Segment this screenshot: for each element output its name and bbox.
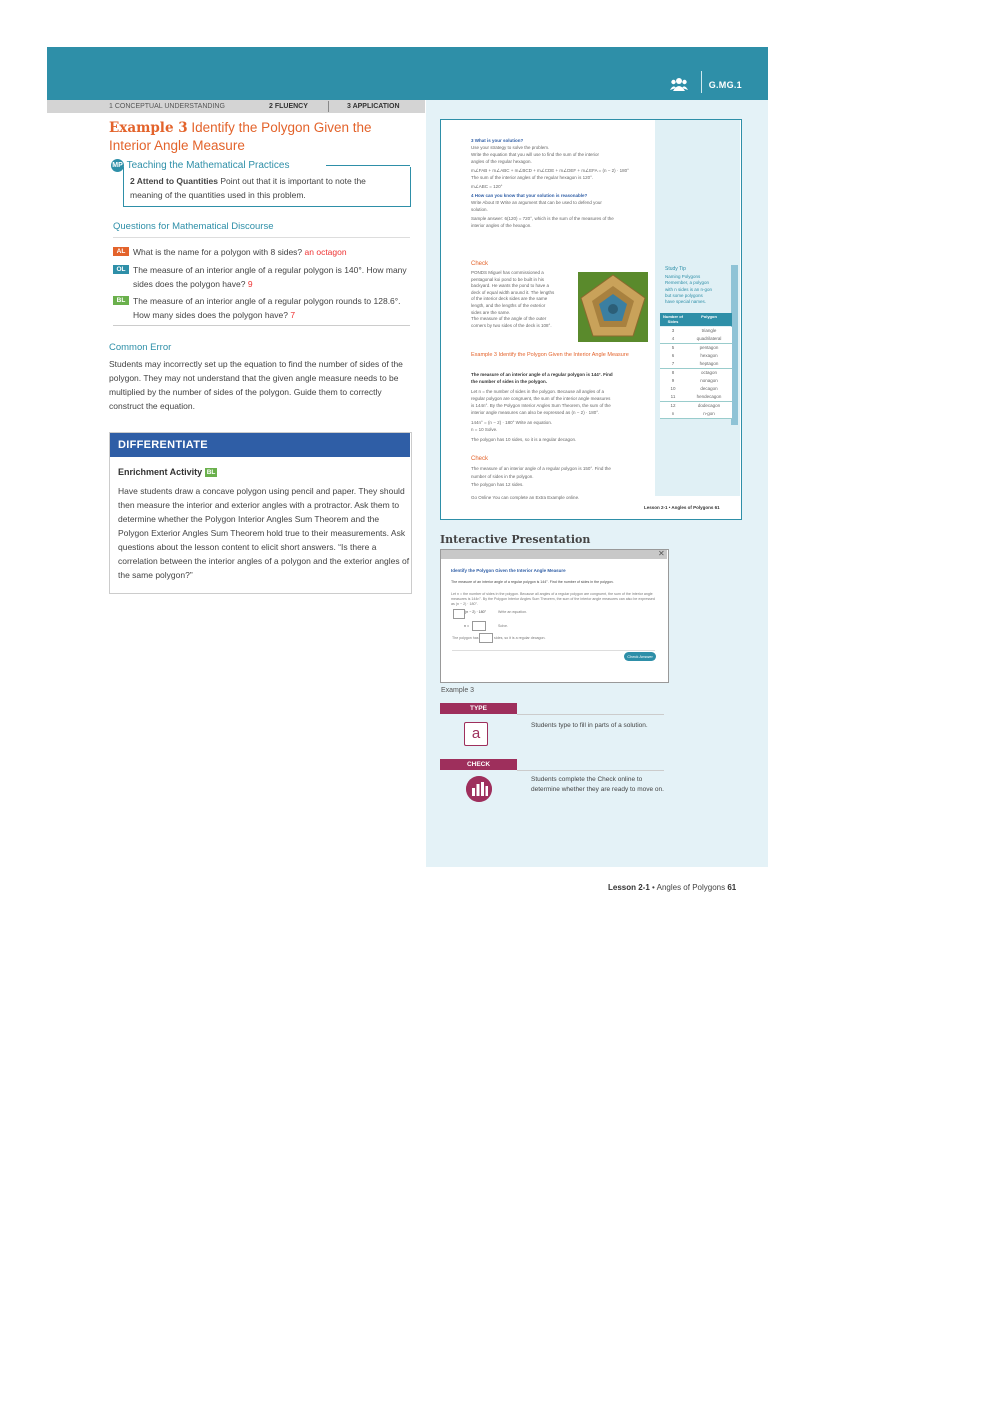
table-cell: nonagon <box>700 377 718 383</box>
answer-text: an octagon <box>304 247 347 257</box>
discourse-bottom-rule <box>113 325 410 326</box>
thumb-line: 4 How can you know that your solution is reasonable? <box>471 193 588 198</box>
header-divider <box>701 71 702 93</box>
slide-eq2-note: Solve. <box>498 624 508 628</box>
question-text: The measure of an interior angle of a regular polygon is 140°. How many sides does the polygon have? <box>133 265 407 289</box>
thumb-line: n = 10 Solve. <box>471 427 498 432</box>
thumb-line: angles of the regular hexagon. <box>471 159 532 164</box>
thumb-line: but some polygons <box>665 292 703 298</box>
table-cell: 6 <box>671 352 675 358</box>
table-cell: dodecagon <box>697 402 721 408</box>
tab-divider <box>328 101 329 112</box>
thumb-line: Let n = the number of sides in the polygon. Because all angles of a <box>471 389 604 394</box>
slide-result-pre: The polygon has <box>452 636 479 640</box>
table-cell: quadrilateral <box>696 336 722 342</box>
thumb-line: The polygon has 12 sides. <box>471 482 524 487</box>
table-cell: hexagon <box>700 352 718 358</box>
table-cell: pentagon <box>699 344 719 350</box>
thumb-line: 3 What is your solution? <box>471 138 524 143</box>
enrichment-title: Enrichment Activity <box>118 467 203 477</box>
thumb-line: corners by two sides of the deck is 108°. <box>471 322 552 328</box>
thumb-line: The measure of an interior angle of a regular polygon is 144°. Find <box>471 372 613 377</box>
thumb-line: m∠ABC = 120° <box>471 184 503 189</box>
slide-eq1-note: Write an equation. <box>498 610 528 614</box>
activity-rule <box>517 714 664 715</box>
table-cell: decagon <box>700 386 718 392</box>
table-cell: n <box>671 411 675 416</box>
table-cell: 9 <box>671 377 675 383</box>
footer-lesson-name: Angles of Polygons <box>656 883 726 892</box>
level-badge-al: AL <box>113 247 129 256</box>
question-text: The measure of an interior angle of a regular polygon rounds to 128.6°. How many sides does the polygon have? <box>133 296 401 320</box>
thumb-line: Sample answer: 6(120) = 720°, which is the sum of the measures of the <box>471 216 614 221</box>
answer-input-3[interactable] <box>479 633 493 643</box>
thumb-line: deck of equal width around it. The lengths <box>471 289 555 295</box>
thumb-line: is 144n°. By the Polygon Interior Angles Sum Theorem, the sum of the <box>471 403 611 408</box>
group-icon <box>670 77 688 91</box>
check-answer-button[interactable]: Check Answer <box>624 652 656 661</box>
slide-title: Identify the Polygon Given the Interior Angle Measure <box>451 568 566 573</box>
enrichment-text: Have students draw a concave polygon using pencil and paper. They should then measure the interior and exterior angles with a protractor. Ask them to determine whether the Polygon Interior Angles Sum Theorem and the Polygon Exterior Angles Sum Theorem hold true to their measurements. Ask questions about the lesson content to elicit short answers. “Is there a correlation between the interior angles of a polygon and the exterior angles of the same polygon?” <box>118 486 410 580</box>
thumb-line: the number of sides in the polygon. <box>471 379 548 384</box>
discourse-rule <box>113 237 410 238</box>
table-cell: 3 <box>671 328 675 333</box>
thumb-line: length, and the lengths of the exterior <box>471 303 546 308</box>
table-header-cell: Polygon <box>701 314 717 319</box>
thumb-line: Use your strategy to solve the problem. <box>471 145 550 150</box>
slide-divider <box>452 650 655 651</box>
differentiate-title: DIFFERENTIATE <box>118 439 208 451</box>
thumb-line: interior angles of the hexagon. <box>471 223 532 228</box>
thumb-line: Remember, a polygon <box>665 280 710 286</box>
level-badge-ol: OL <box>113 265 129 274</box>
level-badge-bl: BL <box>206 469 216 476</box>
answer-input-1[interactable] <box>453 609 465 619</box>
example-title <box>109 119 409 154</box>
pond-image <box>578 272 648 342</box>
table-cell: triangle <box>701 328 717 333</box>
discourse-question-ol <box>113 263 410 293</box>
enrichment-heading <box>118 467 217 477</box>
discourse-heading: Questions for Mathematical Discourse <box>113 221 274 232</box>
type-a-icon: a <box>464 722 488 746</box>
answer-text: 7 <box>290 310 296 320</box>
page-footer <box>608 883 736 892</box>
footer-lesson: Lesson 2-1 <box>608 883 650 892</box>
thumb-line: Example 3 Identify the Polygon Given the Interior Angle Measure <box>471 352 629 358</box>
thumb-line: have special names. <box>665 299 707 305</box>
thumb-line: interior angle measures can also be expressed as (n − 2) · 180°. <box>471 410 600 415</box>
practices-text <box>130 174 400 202</box>
answer-text: 9 <box>247 279 253 289</box>
table-cell: heptagon <box>699 361 719 367</box>
table-cell: hendecagon <box>696 394 722 400</box>
sidebar-scrollbar <box>731 265 738 425</box>
example-caption: Example 3 <box>441 687 475 694</box>
lesson-tabs <box>47 100 425 113</box>
example-heading: Identify the Polygon Given the Interior Angle Measure <box>109 120 372 153</box>
discourse-question-al <box>113 245 410 261</box>
table-cell: 4 <box>671 336 675 342</box>
slide-body: Let n = the number of sides in the polygon. Because all angles of a regular polygon are congruent, the sum of the interior angle measures is 144n°. By the Polygon Interior Angles Sum Theorem, the sum of the interior angle measures can also be expressed as (n − 2) · 180°. <box>451 592 655 606</box>
table-cell: 7 <box>671 361 675 367</box>
answer-input-2[interactable] <box>472 621 486 631</box>
tab-fluency: 2 FLUENCY <box>269 103 308 110</box>
check-activity-text: Students complete the Check online to determine whether they are ready to move on. <box>531 776 664 793</box>
thumb-line: regular polygon are congruent, the sum of the interior angle measures <box>471 396 611 401</box>
differentiate-header <box>110 433 410 457</box>
table-cell: 8 <box>671 369 675 375</box>
practices-title: Teaching the Mathematical Practices <box>126 160 290 172</box>
table-cell: 5 <box>671 344 675 350</box>
type-activity-text: Students type to fill in parts of a solution. <box>531 722 648 729</box>
example-label: Example 3 <box>109 120 188 136</box>
footer-separator: • <box>649 883 657 892</box>
tab-conceptual: 1 CONCEPTUAL UNDERSTANDING <box>109 103 225 110</box>
thumb-line: Check <box>471 261 489 267</box>
thumb-line: PONDS Miguel has commissioned a <box>471 270 544 275</box>
mp-badge: MP <box>111 159 124 172</box>
table-cell: 11 <box>670 394 676 400</box>
close-icon[interactable]: ✕ <box>658 549 665 558</box>
slide-eq1: (n − 2) · 180° <box>465 610 487 614</box>
thumb-line: backyard. He wants the pond to have a <box>471 283 550 289</box>
common-error-text: Students may incorrectly set up the equation to find the number of sides of the polygon. They may not understand that the given angle measure needs to be multiplied by the number of sides of the polygon. Guide them to correctly construct the equation. <box>109 359 403 411</box>
table-header-cell: Number of Sides <box>663 314 683 324</box>
slide-result-post: sides, so it is a regular decagon. <box>494 636 546 640</box>
question-text: What is the name for a polygon with 8 sides? <box>133 247 303 257</box>
practice-description: Point out that it is important to note the meaning of the quantities used in this problem. <box>130 176 366 200</box>
thumb-line: of the interior deck sides are the same <box>471 296 548 302</box>
slide-eq2: n = <box>464 624 470 628</box>
activity-rule <box>517 770 664 771</box>
thumb-line: Study Tip <box>665 266 686 272</box>
interactive-title: Interactive Presentation <box>440 533 591 546</box>
thumb-line: Go Online You can complete an Extra Example online. <box>471 495 580 500</box>
thumb-line: with n sides is an n-gon <box>665 286 713 292</box>
standard-code: G.MG.1 <box>708 80 742 90</box>
bar-chart-icon <box>466 776 492 802</box>
table-cell: 10 <box>670 386 676 392</box>
thumb-line: Write About It! Write an argument that can be used to defend your <box>471 200 602 205</box>
thumb-line: m∠FAB + m∠ABC + m∠BCD + m∠CDE + m∠DEF + m∠EFA = (n − 2) · 180° <box>471 168 629 173</box>
slide-titlebar <box>441 550 667 559</box>
thumb-line: Check <box>471 456 489 462</box>
table-cell: octagon <box>700 369 717 375</box>
page-number: 61 <box>727 883 737 892</box>
thumb-line: The measure of an interior angle of a regular polygon is 150°. Find the <box>471 466 611 471</box>
level-badge-bl: BL <box>113 296 129 305</box>
thumb-line: solution. <box>471 207 488 212</box>
table-cell: 12 <box>670 402 676 408</box>
thumb-line: The measure of the angle of the outer <box>471 316 547 322</box>
slide-prompt: The measure of an interior angle of a regular polygon is 144°. Find the number of sides in the polygon. <box>451 580 614 584</box>
check-badge: CHECK <box>440 759 517 770</box>
type-badge: TYPE <box>440 703 517 714</box>
practices-rule <box>326 165 410 166</box>
thumb-line: pentagonal koi pond to be built in his <box>471 276 545 282</box>
table-cell: n-gon <box>703 411 715 416</box>
header-banner <box>47 47 768 100</box>
thumb-line: The polygon has 10 sides, so it is a regular decagon. <box>471 437 577 442</box>
discourse-question-bl <box>113 294 410 324</box>
tab-application: 3 APPLICATION <box>347 103 400 110</box>
study-tip-sidebar <box>655 120 740 496</box>
thumb-line: Write the equation that you will use to find the sum of the interior <box>471 152 599 157</box>
practice-name: 2 Attend to Quantities <box>130 176 218 186</box>
thumb-line: Lesson 2-1 • Angles of Polygons 61 <box>644 505 720 510</box>
common-error-heading: Common Error <box>109 342 172 353</box>
thumb-line: sides are the same. <box>471 309 511 315</box>
thumb-line: Naming Polygons <box>665 274 701 279</box>
thumb-line: The sum of the interior angles of the regular hexagon is 120°. <box>471 175 594 180</box>
thumb-line: 144n° = (n − 2) · 180° Write an equation. <box>471 420 553 425</box>
thumb-line: number of sides in the polygon. <box>471 474 534 479</box>
